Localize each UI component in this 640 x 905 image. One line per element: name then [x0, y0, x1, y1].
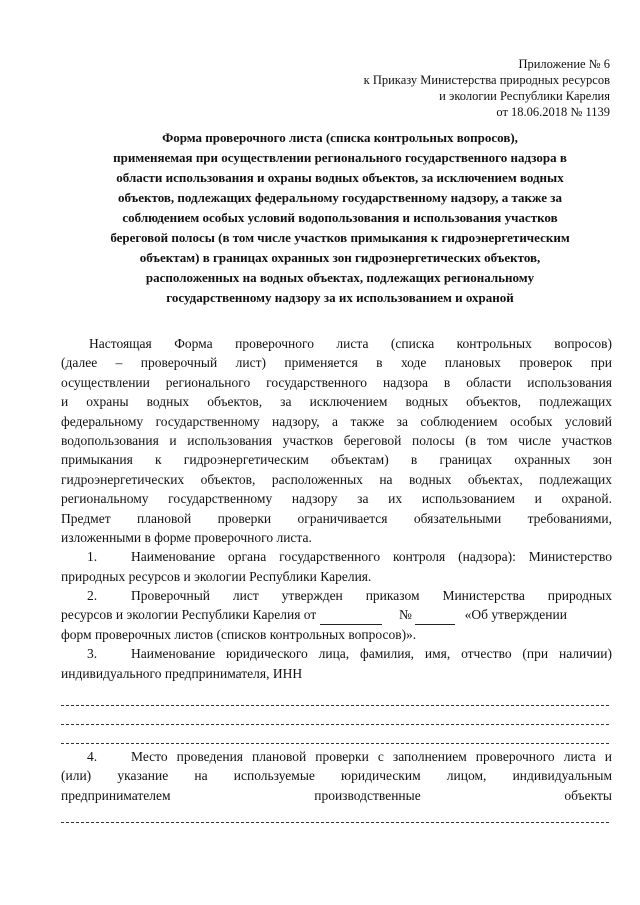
item-4-line — [61, 747, 612, 766]
intro-line: федеральному государственному надзору, а также за соблюдением особых условий — [61, 413, 612, 429]
intro-line: примыкания к гидроэнергетическим объектам) в границах охранных зон — [61, 452, 612, 468]
document-title — [60, 128, 620, 308]
item-2-line — [61, 605, 612, 624]
item-text: Наименование органа государственного контроля (надзора): Министерство — [131, 549, 612, 565]
item-number: 1. — [87, 549, 98, 565]
item-4-line: (или) указание на используемые юридическим лицом, индивидуальным — [61, 768, 612, 784]
fill-in-line[interactable] — [61, 743, 609, 744]
item-text: Проверочный лист утвержден приказом Министерства природных — [131, 588, 612, 604]
item-1-line — [61, 547, 612, 566]
title-line: государственному надзору за их использованием и охраной — [166, 290, 514, 305]
title-line: соблюдением особых условий водопользования и использования участков — [122, 210, 558, 225]
intro-line: гидроэнергетических объектов, расположенных на водных объектах, подлежащих — [61, 471, 612, 487]
intro-line: и охраны водных объектов, за исключением водных объектов, подлежащих — [61, 394, 612, 410]
item-3-line — [61, 644, 612, 663]
item-4-block — [61, 747, 612, 805]
appendix-order-line: к Приказу Министерства природных ресурсов — [363, 73, 610, 87]
item-text: «Об утверждении — [464, 607, 567, 623]
order-number-blank[interactable] — [415, 610, 455, 625]
appendix-ministry-line: и экологии Республики Карелия — [439, 89, 610, 103]
fill-in-line[interactable] — [61, 724, 609, 725]
appendix-number: Приложение № 6 — [518, 57, 610, 71]
intro-line: осуществлении регионального государственного надзора в области использования — [61, 374, 612, 390]
item-4-line: предпринимателем производственные объекты — [61, 787, 612, 803]
order-number-sign: № — [399, 607, 412, 623]
item-2-line: форм проверочных листов (списков контрольных вопросов)». — [61, 626, 417, 642]
intro-line: водопользования и использования участков береговой полосы (в том числе участков — [61, 432, 612, 448]
item-number: 2. — [87, 588, 98, 604]
title-line: объектам) в границах охранных зон гидроэнергетических объектов, — [139, 250, 541, 265]
intro-line: региональному государственному надзору за их использованием и охраной. — [61, 491, 612, 507]
item-text: Наименование юридического лица, фамилия, имя, отчество (при наличии) — [131, 646, 612, 662]
item-1-line: природных ресурсов и экологии Республики Карелия. — [61, 568, 372, 584]
title-line: применяемая при осуществлении регионального государственного надзора в — [113, 150, 567, 165]
item-text: Место проведения плановой проверки с заполнением проверочного листа и — [131, 749, 612, 764]
title-line: области использования и охраны водных объектов, за исключением водных — [116, 170, 564, 185]
item-number: 3. — [87, 646, 98, 662]
item-3-line: индивидуального предпринимателя, ИНН — [61, 665, 303, 681]
fill-in-line[interactable] — [61, 822, 609, 823]
item-2-line — [61, 586, 612, 605]
intro-line: (далее – проверочный лист) применяется в ходе плановых проверок при — [61, 355, 612, 371]
order-date-blank[interactable] — [320, 610, 382, 625]
item-number: 4. — [87, 749, 98, 764]
appendix-header — [364, 56, 610, 120]
intro-line: Настоящая Форма проверочного листа (списка контрольных вопросов) — [89, 336, 612, 351]
fill-in-line[interactable] — [61, 705, 609, 706]
title-line: Форма проверочного листа (списка контрольных вопросов), — [162, 130, 518, 145]
title-line: расположенных на водных объектах, подлежащих региональному — [145, 270, 535, 285]
title-line: береговой полосы (в том числе участков примыкания к гидроэнергетическим — [110, 230, 570, 245]
appendix-date-line: от 18.06.2018 № 1139 — [496, 105, 610, 119]
item-text: ресурсов и экологии Республики Карелия от — [61, 607, 317, 623]
intro-line: изложенными в форме проверочного листа. — [61, 529, 312, 545]
document-body — [61, 334, 612, 683]
title-line: объектов, подлежащих федеральному государственному надзору, а также за — [118, 190, 562, 205]
intro-line: Предмет плановой проверки ограничивается обязательными требованиями, — [61, 510, 612, 526]
